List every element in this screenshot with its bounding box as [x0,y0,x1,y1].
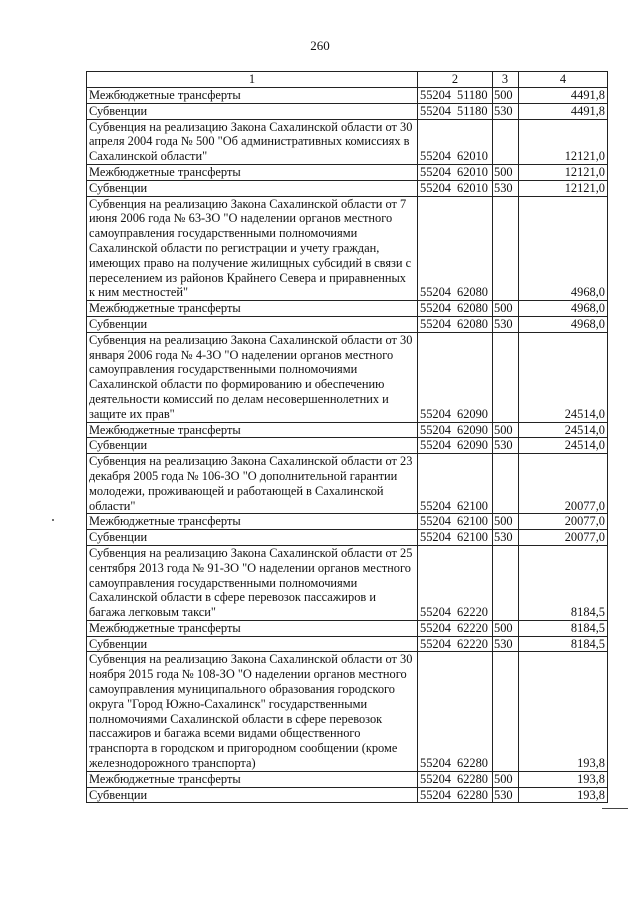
table-row [87,545,608,620]
row-code-part-a: 55204 [420,787,451,802]
row-name: Межбюджетные трансферты [87,514,418,530]
row-code [418,530,493,546]
row-name: Субвенция на реализацию Закона Сахалинской области от 30 апреля 2004 года № 500 "Об административных комиссиях в Сахалинской области" [87,119,418,164]
row-amount: 24514,0 [519,438,608,454]
row-name: Межбюджетные трансферты [87,620,418,636]
row-code-part-b: 51180 [457,103,488,118]
row-code-part-a: 55204 [420,164,451,179]
row-name: Субвенции [87,438,418,454]
row-amount: 8184,5 [519,636,608,652]
row-amount: 20077,0 [519,454,608,514]
row-type [493,196,519,301]
row-name: Субвенции [87,180,418,196]
row-name: Субвенция на реализацию Закона Сахалинской области от 30 ноября 2015 года № 108-ЗО "О наделении органов местного самоуправления муниципального образования городского округа "Город Южно-Сахалинск" государственными полномочиями Сахалинской области в сфере перевозок пассажиров и багажа всеми видами общественного транспорта в городском и пригородном сообщении (кроме железнодорожного транспорта) [87,652,418,771]
row-amount: 193,8 [519,652,608,771]
header-col-3: 3 [493,72,519,88]
row-code-part-b: 62090 [457,438,488,453]
row-code-part-a: 55204 [420,771,451,786]
row-name: Межбюджетные трансферты [87,164,418,180]
row-code-part-a: 55204 [420,316,451,331]
table-row [87,530,608,546]
row-name: Субвенции [87,316,418,332]
header-col-2: 2 [418,72,493,88]
row-name: Межбюджетные трансферты [87,422,418,438]
table-header-row [87,72,608,88]
row-amount: 12121,0 [519,119,608,164]
table-row [87,787,608,803]
row-code [418,301,493,317]
row-code-part-a: 55204 [420,422,451,437]
row-name: Межбюджетные трансферты [87,771,418,787]
row-amount: 4968,0 [519,196,608,301]
row-type: 500 [493,620,519,636]
row-code [418,119,493,164]
row-code-part-b: 62280 [457,787,488,802]
row-type [493,545,519,620]
row-code [418,454,493,514]
row-name: Субвенции [87,636,418,652]
row-type: 530 [493,316,519,332]
row-type: 530 [493,103,519,119]
row-name: Межбюджетные трансферты [87,301,418,317]
row-amount: 8184,5 [519,545,608,620]
row-code-part-b: 62010 [457,164,488,179]
row-code [418,787,493,803]
row-code-part-a: 55204 [420,498,451,513]
row-amount: 4491,8 [519,103,608,119]
row-code [418,103,493,119]
table-row [87,636,608,652]
row-code-part-b: 62080 [457,301,488,316]
row-type: 530 [493,530,519,546]
table-row [87,454,608,514]
row-code [418,771,493,787]
row-code [418,636,493,652]
row-type: 530 [493,636,519,652]
row-name: Субвенция на реализацию Закона Сахалинской области от 23 декабря 2005 года № 106-ЗО "О дополнительной гарантии молодежи, проживающей и работающей в Сахалинской области" [87,454,418,514]
row-name: Субвенции [87,103,418,119]
row-name: Субвенции [87,787,418,803]
row-code [418,88,493,104]
row-amount: 4968,0 [519,301,608,317]
row-code-part-a: 55204 [420,620,451,635]
row-code-part-b: 62280 [457,756,488,771]
row-code-part-b: 62080 [457,285,488,300]
row-amount: 20077,0 [519,530,608,546]
row-type: 500 [493,422,519,438]
row-amount: 4968,0 [519,316,608,332]
row-amount: 20077,0 [519,514,608,530]
table-row [87,438,608,454]
row-code-part-b: 62100 [457,514,488,529]
row-code-part-b: 51180 [457,88,488,102]
row-type: 500 [493,771,519,787]
row-code-part-b: 62100 [457,498,488,513]
table-row [87,514,608,530]
row-type: 530 [493,787,519,803]
row-code-part-a: 55204 [420,514,451,529]
row-code [418,652,493,771]
row-code [418,196,493,301]
row-code-part-b: 62280 [457,771,488,786]
table-row [87,103,608,119]
table-row [87,119,608,164]
row-code-part-a: 55204 [420,438,451,453]
table-row [87,422,608,438]
row-type [493,652,519,771]
row-type: 500 [493,88,519,104]
table-row [87,301,608,317]
row-code-part-a: 55204 [420,88,451,102]
table-row [87,180,608,196]
row-amount: 12121,0 [519,164,608,180]
table-row [87,316,608,332]
row-code-part-a: 55204 [420,636,451,651]
row-code-part-a: 55204 [420,180,451,195]
row-name: Межбюджетные трансферты [87,88,418,104]
row-type [493,119,519,164]
row-type: 500 [493,301,519,317]
page-number: 260 [310,38,330,53]
row-code [418,514,493,530]
row-code-part-b: 62010 [457,180,488,195]
row-code-part-a: 55204 [420,103,451,118]
row-code [418,545,493,620]
row-name: Субвенция на реализацию Закона Сахалинской области от 25 сентября 2013 года № 91-ЗО "О наделении органов местного самоуправления государственными полномочиями Сахалинской области в сфере перевозок пассажиров и багажа легковым такси" [87,545,418,620]
row-code-part-a: 55204 [420,605,451,620]
row-amount: 24514,0 [519,422,608,438]
row-type: 500 [493,514,519,530]
row-code [418,180,493,196]
row-type [493,332,519,422]
stray-rule-line [602,808,628,809]
scan-speck [52,519,54,521]
row-code [418,164,493,180]
row-amount: 193,8 [519,787,608,803]
row-code-part-b: 62100 [457,530,488,545]
row-code-part-b: 62090 [457,406,488,421]
table-row [87,652,608,771]
row-code-part-a: 55204 [420,301,451,316]
table-row [87,620,608,636]
row-code-part-b: 62220 [457,636,488,651]
row-type [493,454,519,514]
row-type: 530 [493,438,519,454]
row-code-part-b: 62090 [457,422,488,437]
row-type: 500 [493,164,519,180]
header-col-1: 1 [87,72,418,88]
row-name: Субвенция на реализацию Закона Сахалинской области от 30 января 2006 года № 4-ЗО "О наделении органов местного самоуправления государственными полномочиями Сахалинской области по формированию и обеспечению деятельности комиссий по делам несовершеннолетних и защите их прав" [87,332,418,422]
row-code-part-a: 55204 [420,149,451,164]
table-row [87,88,608,104]
row-amount: 193,8 [519,771,608,787]
row-code-part-a: 55204 [420,285,451,300]
row-code [418,438,493,454]
row-code-part-b: 62220 [457,620,488,635]
table-row [87,196,608,301]
row-amount: 12121,0 [519,180,608,196]
table-row [87,332,608,422]
row-code [418,332,493,422]
row-code [418,620,493,636]
row-type: 530 [493,180,519,196]
row-code-part-a: 55204 [420,756,451,771]
row-code-part-b: 62080 [457,316,488,331]
row-amount: 24514,0 [519,332,608,422]
row-name: Субвенция на реализацию Закона Сахалинской области от 7 июня 2006 года № 63-ЗО "О наделении органов местного самоуправления государственными полномочиями Сахалинской области по регистрации и учету граждан, имеющих право на получение жилищных субсидий в связи с переселением из районов Крайнего Севера и приравненных к ним местностей" [87,196,418,301]
table-row [87,771,608,787]
row-code-part-a: 55204 [420,530,451,545]
row-name: Субвенции [87,530,418,546]
row-amount: 4491,8 [519,88,608,104]
table-row [87,164,608,180]
row-code-part-b: 62010 [457,149,488,164]
row-amount: 8184,5 [519,620,608,636]
budget-table [86,71,608,803]
row-code [418,422,493,438]
row-code-part-b: 62220 [457,605,488,620]
row-code-part-a: 55204 [420,406,451,421]
header-col-4: 4 [519,72,608,88]
row-code [418,316,493,332]
